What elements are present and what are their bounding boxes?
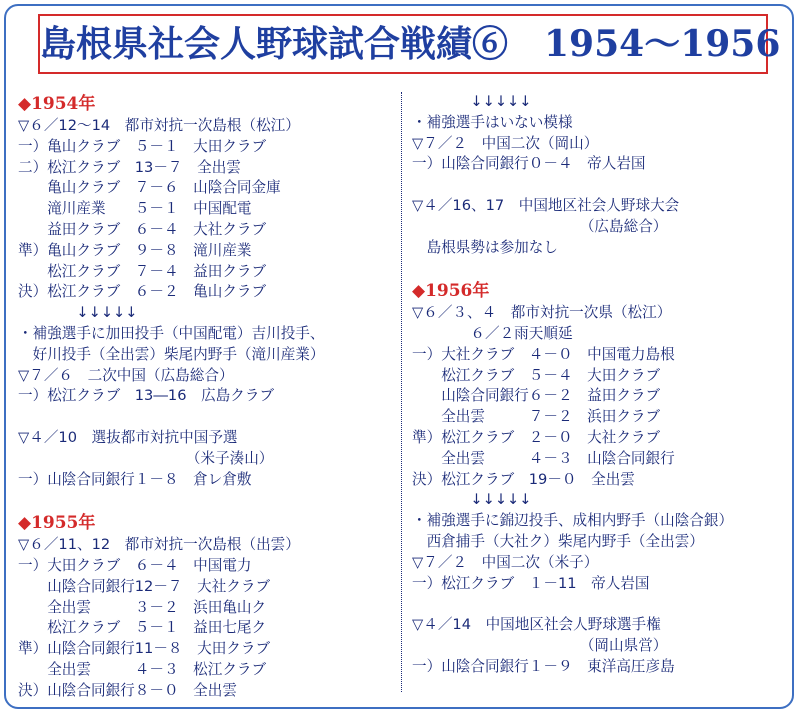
record-line: ▽６／12～14 都市対抗一次島根（松江） xyxy=(18,117,300,134)
page-title: 島根県社会人野球試合戦績⑥ 1954～1956 xyxy=(40,23,781,65)
record-line: 準）松江クラブ ２－０ 大社クラブ xyxy=(412,428,661,446)
record-line: ↓↓↓↓↓ xyxy=(18,304,138,322)
record-line: 決）松江クラブ ６－２ 亀山クラブ xyxy=(18,283,267,301)
record-line: ▽４／10 選抜都市対抗中国予選 xyxy=(18,428,238,446)
record-line: 一）大社クラブ ４－０ 中国電力島根 xyxy=(412,345,675,363)
record-line: 滝川産業 ５－１ 中国配電 xyxy=(18,200,252,218)
record-line: 山陰合同銀行６－２ 益田クラブ xyxy=(412,387,661,405)
left-column xyxy=(18,92,398,702)
record-line: 松江クラブ ７－４ 益田クラブ xyxy=(18,262,267,280)
record-line: ・補強選手に加田投手（中国配電）吉川投手、 xyxy=(18,324,325,342)
record-line: ▽７／２ 中国二次（岡山） xyxy=(412,134,599,152)
record-line: 島根県勢は参加なし xyxy=(412,238,558,256)
record-line: 西倉捕手（大社ク）柴尾内野手（全出雲） xyxy=(412,532,704,550)
record-line: 一）山陰合同銀行１－８ 倉レ倉敷 xyxy=(18,470,252,488)
record-line: ▽７／２ 中国二次（米子） xyxy=(412,553,599,571)
record-line: 準）山陰合同銀行11－８ 大田クラブ xyxy=(18,640,271,658)
record-line: （広島総合） xyxy=(412,217,668,235)
record-line: 一）亀山クラブ ５－１ 大田クラブ xyxy=(18,137,267,155)
record-line: ▽７／６ 二次中国（広島総合） xyxy=(18,366,234,384)
title-box xyxy=(38,14,781,74)
record-line: 一）山陰合同銀行１－９ 東洋高圧彦島 xyxy=(412,657,675,675)
spacer xyxy=(18,407,398,428)
record-line: 山陰合同銀行12－７ 大社クラブ xyxy=(18,577,271,595)
column-divider xyxy=(401,92,402,692)
record-line: 亀山クラブ ７－６ 山陰合同金庫 xyxy=(18,179,281,197)
record-line: （米子湊山） xyxy=(18,449,274,467)
year-heading: ◆1955年 xyxy=(18,513,96,534)
year-heading: ◆1956年 xyxy=(412,281,490,302)
record-line: 一）山陰合同銀行０－４ 帝人岩国 xyxy=(412,155,646,173)
spacer xyxy=(412,175,792,196)
record-line: ▽６／３、４ 都市対抗一次県（松江） xyxy=(412,304,672,322)
record-line: 全出雲 ４－３ 松江クラブ xyxy=(18,660,267,678)
record-line: ６／２雨天順延 xyxy=(412,324,573,342)
record-line: 一）松江クラブ １－11 帝人岩国 xyxy=(412,574,650,592)
spacer xyxy=(412,258,792,279)
record-line: 二）松江クラブ 13－７ 全出雲 xyxy=(18,158,241,176)
record-line: 松江クラブ ５－１ 益田七尾ク xyxy=(18,619,267,637)
record-line: ▽４／16、17 中国地区社会人野球大会 xyxy=(412,196,680,214)
record-line: 全出雲 ７－２ 浜田クラブ xyxy=(412,408,661,426)
record-line: ・補強選手に錦辺投手、成相内野手（山陰合銀） xyxy=(412,512,734,530)
record-line: ・補強選手はいない模様 xyxy=(412,113,573,131)
record-line: ▽４／14 中国地区社会人野球選手権 xyxy=(412,616,661,634)
record-line: 決）山陰合同銀行８－０ 全出雲 xyxy=(18,681,237,699)
record-line: 全出雲 ３－２ 浜田亀山ク xyxy=(18,598,267,616)
record-line: 一）大田クラブ ６－４ 中国電力 xyxy=(18,556,252,574)
record-line: ↓↓↓↓↓ xyxy=(412,93,532,110)
record-line: （岡山県営） xyxy=(412,636,668,654)
spacer xyxy=(18,490,398,511)
record-line: ↓↓↓↓↓ xyxy=(412,491,532,509)
record-line: 益田クラブ ６－４ 大社クラブ xyxy=(18,220,267,238)
record-line: 松江クラブ ５－４ 大田クラブ xyxy=(412,366,661,384)
spacer xyxy=(412,594,792,615)
record-line: 決）松江クラブ 19－０ 全出雲 xyxy=(412,470,635,488)
record-line: 好川投手（全出雲）柴尾内野手（滝川産業） xyxy=(18,345,325,363)
year-heading: ◆1954年 xyxy=(18,94,96,114)
record-line: 全出雲 ４－３ 山陰合同銀行 xyxy=(412,449,675,467)
record-line: ▽６／11、12 都市対抗一次島根（出雲） xyxy=(18,536,300,554)
record-line: 一）松江クラブ 13―16 広島クラブ xyxy=(18,387,275,405)
record-line: 準）亀山クラブ ９－８ 滝川産業 xyxy=(18,241,252,259)
right-column xyxy=(412,92,792,678)
